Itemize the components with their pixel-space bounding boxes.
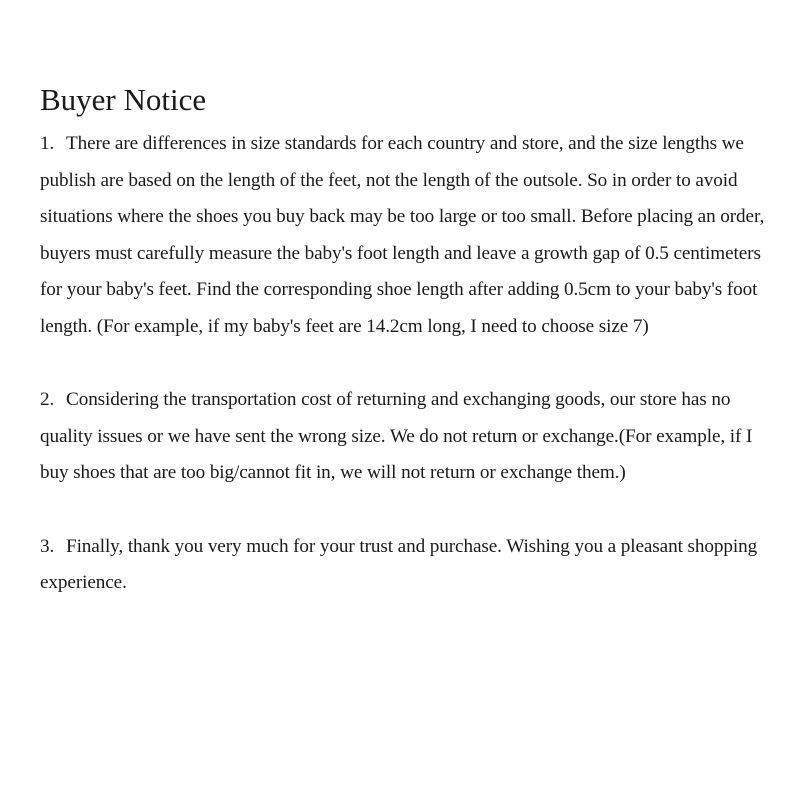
notice-item-number: 2. xyxy=(40,389,55,411)
notice-title: Buyer Notice xyxy=(40,82,207,117)
notice-item-3 xyxy=(40,529,775,602)
buyer-notice xyxy=(40,78,775,602)
notice-item-text: Finally, thank you very much for your trust and purchase. Wishing you a pleasant shopping experience. xyxy=(40,535,758,594)
notice-item-2 xyxy=(40,382,775,492)
notice-item-number: 1. xyxy=(40,133,55,154)
notice-item-text: Considering the transportation cost of returning and exchanging goods, our store has no quality issues or we have sent the wrong size. We do not return or exchange.(For example, if I buy shoes that are too big/cannot fit in, we will not return or exchange them.) xyxy=(40,389,753,484)
notice-item-text: There are differences in size standards for each country and store, and the size lengths we publish are based on the length of the feet, not the length of the outsole. So in order to avoid situations where the shoes you buy back may be too large or too small. Before placing an order, buyers must carefully measure the baby's foot length and leave a growth gap of 0.5 centimeters for your baby's feet. Find the corresponding shoe length after adding 0.5cm to your baby's foot length. (For example, if my baby's feet are 14.2cm long, I need to choose size 7) xyxy=(40,133,765,337)
notice-item-1 xyxy=(40,126,775,346)
notice-item-number: 3. xyxy=(40,535,55,557)
